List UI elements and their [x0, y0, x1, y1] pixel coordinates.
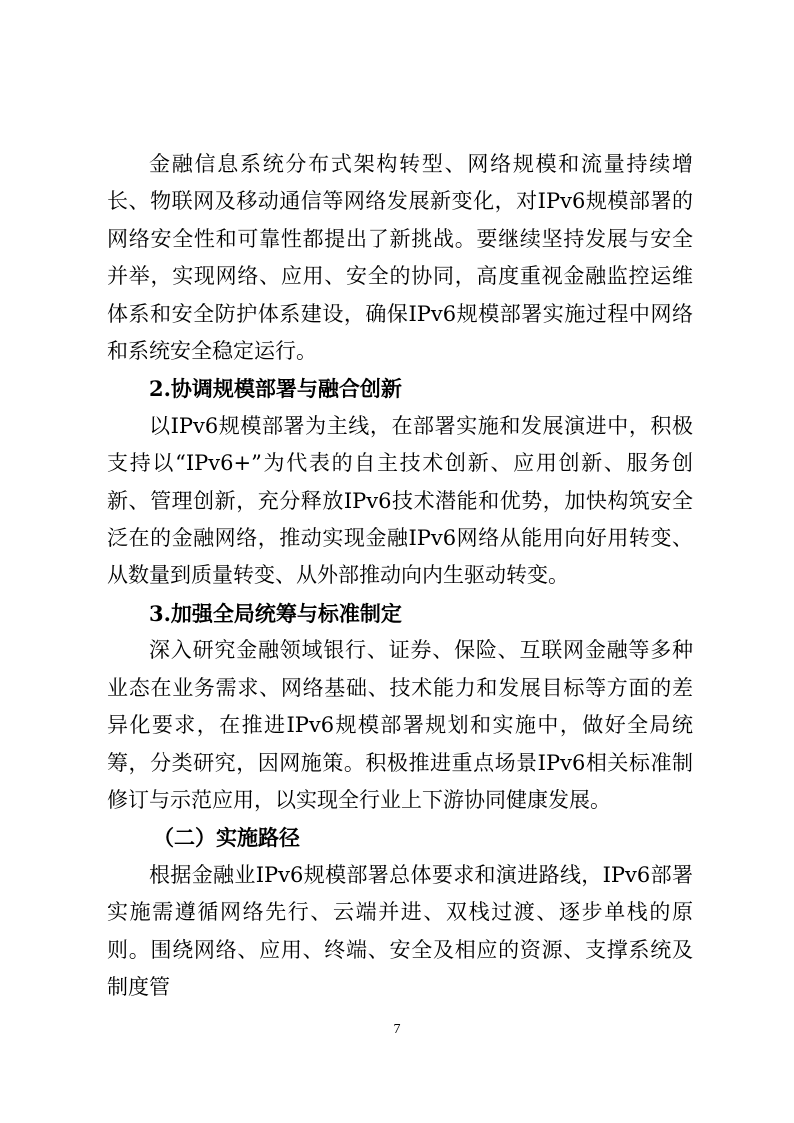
paragraph-innovation: 以IPv6规模部署为主线，在部署实施和发展演进中，积极支持以“IPv6+”为代表的自主技术创新、应用创新、服务创新、管理创新，充分释放IPv6技术潜能和优势，加快构筑安全泛在的金融网络，推动实现金融IPv6网络从能用向好用转变、从数量到质量转变、从外部推动向内生驱动转变。	[107, 413, 693, 588]
paragraph-standards: 深入研究金融领域银行、证券、保险、互联网金融等多种业态在业务需求、网络基础、技术能力和发展目标等方面的差异化要求，在推进IPv6规模部署规划和实施中，做好全局统筹，分类研究，因网施策。积极推进重点场景IPv6相关标准制修订与示范应用，以实现全行业上下游协同健康发展。	[107, 638, 693, 812]
heading-overall-planning: 3.加强全局统筹与标准制定	[149, 600, 402, 626]
paragraph-security: 金融信息系统分布式架构转型、网络规模和流量持续增长、物联网及移动通信等网络发展新变化，对IPv6规模部署的网络安全性和可靠性都提出了新挑战。要继续坚持发展与安全并举，实现网络、应用、安全的协同，高度重视金融监控运维体系和安全防护体系建设，确保IPv6规模部署实施过程中网络和系统安全稳定运行。	[107, 152, 693, 364]
heading-coordinate-deployment: 2.协调规模部署与融合创新	[149, 376, 402, 402]
paragraph-implementation: 根据金融业IPv6规模部署总体要求和演进路线，IPv6部署实施需遵循网络先行、云端并进、双栈过渡、逐步单栈的原则。围绕网络、应用、终端、安全及相应的资源、支撑系统及制度管	[107, 862, 693, 999]
section-heading-implementation-path: （二）实施路径	[153, 825, 300, 851]
page-number: 7	[393, 1022, 401, 1037]
document-body	[107, 146, 693, 1006]
